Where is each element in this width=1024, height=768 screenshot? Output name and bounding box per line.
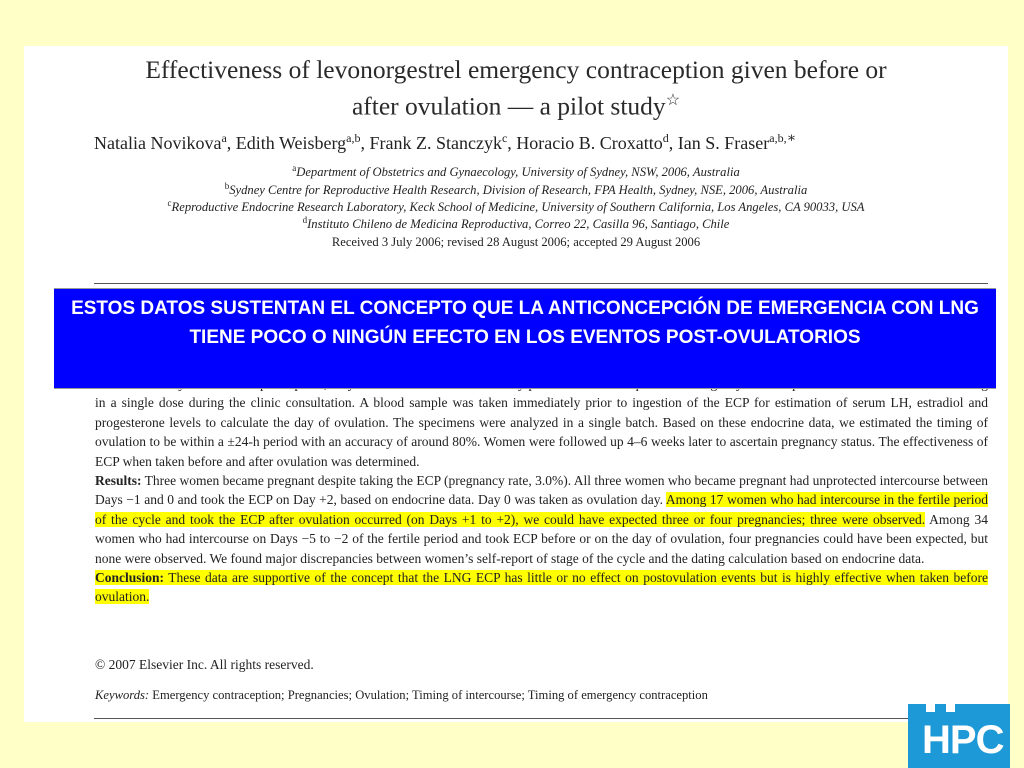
abstract bbox=[95, 374, 988, 607]
results-rest: Among 34 women who had intercourse on Days −5 to −2 of the fertile period and took ECP before or on the day of ovulation, four pregnancies could have been expected, but none were observed. We found major discrepancies between women’s self-report of stage of the cycle and the dating calculation based on endocrine data. bbox=[95, 511, 988, 566]
conclusion-text: These data are supportive of the concept that the LNG ECP has little or no effect on postovulation events but is highly effective when taken before ovulation. bbox=[95, 570, 988, 605]
affiliation-mark: b bbox=[224, 181, 230, 191]
author-separator: , bbox=[360, 133, 370, 153]
results-label: Results: bbox=[95, 473, 142, 489]
copyright-notice: © 2007 Elsevier Inc. All rights reserved. bbox=[95, 657, 314, 672]
footer-divider bbox=[94, 718, 988, 719]
article-title-line-2-text: after ovulation — a pilot study bbox=[351, 91, 666, 121]
author-name: Frank Z. Stanczyk bbox=[369, 133, 502, 153]
author bbox=[516, 133, 677, 153]
conclusion-label: Conclusion: bbox=[95, 570, 165, 586]
results-text: Three women became pregnant despite taking the ECP (pregnancy rate, 3.0%). All three women who became pregnant had unprotected intercourse between Days −1 and 0 and took the ECP on Day +2, based on endocrine data. Day 0 was taken as ovulation day. bbox=[95, 473, 988, 508]
abstract-results bbox=[95, 471, 988, 568]
logo-bar bbox=[946, 704, 955, 712]
article-title-line-1: Effectiveness of levonorgestrel emergency contraception given before or bbox=[145, 55, 887, 84]
header-divider bbox=[94, 283, 988, 284]
author-affiliation-mark: d bbox=[662, 131, 669, 145]
author-affiliation-mark: c bbox=[501, 131, 508, 145]
corresponding-author-icon: ∗ bbox=[786, 131, 797, 146]
affiliation bbox=[24, 163, 1008, 180]
author-name: Natalia Novikova bbox=[94, 133, 222, 153]
logo-bar bbox=[926, 704, 935, 712]
affiliation-mark: a bbox=[292, 163, 297, 173]
affiliation-text: Reproductive Endocrine Research Laboratory, Keck School of Medicine, University of Southern California, Los Angeles, CA 90033, USA bbox=[171, 200, 865, 215]
author-separator: , bbox=[226, 133, 236, 153]
affiliation-text: Sydney Centre for Reproductive Health Research, Division of Research, FPA Health, Sydney, NSE, 2006, Australia bbox=[229, 183, 808, 198]
article-title bbox=[24, 54, 1008, 122]
author-separator: , bbox=[668, 133, 678, 153]
keywords-text: Emergency contraception; Pregnancies; Ovulation; Timing of intercourse; Timing of emergency contraception bbox=[149, 688, 708, 702]
author-affiliation-mark: a,b, bbox=[769, 131, 787, 145]
author-affiliation-mark: a,b bbox=[346, 131, 361, 145]
article-title-line-2 bbox=[24, 85, 1008, 122]
affiliation bbox=[24, 215, 1008, 232]
abstract-conclusion bbox=[95, 568, 988, 607]
received-dates: Received 3 July 2006; revised 28 August 2006; accepted 29 August 2006 bbox=[331, 235, 701, 249]
author-separator: , bbox=[507, 133, 517, 153]
logo-text: HPC bbox=[922, 718, 1004, 762]
keywords bbox=[95, 688, 708, 703]
affiliation-text: Instituto Chileno de Medicina Reproductiva, Correo 22, Casilla 96, Santiago, Chile bbox=[307, 217, 730, 232]
method-text: in a single dose during the clinic consultation. A blood sample was taken immediately prior to ingestion of the ECP for estimation of serum LH, estradiol and progesterone levels to calculate the day of ovulation. The specimens were analyzed in a single batch. Based on these endocrine data, we estimated the timing of ovulation to be within a ±24-h period with an accuracy of around 80%. Women were followed up 4–6 weeks later to ascertain pregnancy status. The effectiveness of ECP when taken before and after ovulation was determined. bbox=[95, 395, 988, 469]
affiliation-mark: d bbox=[302, 215, 308, 225]
results-highlight: Among 17 women who had intercourse in the fertile period of the cycle and took the ECP after ovulation occurred (on Days +1 to +2), we could have expected three or four pregnancies; three were observed. bbox=[95, 492, 988, 527]
author-name: Ian S. Fraser bbox=[677, 133, 770, 153]
author-name: Horacio B. Croxatto bbox=[516, 133, 663, 153]
author-affiliation-mark: a bbox=[221, 131, 227, 145]
affiliation bbox=[24, 181, 1008, 198]
author bbox=[236, 133, 370, 153]
summary-banner: ESTOS DATOS SUSTENTAN EL CONCEPTO QUE LA ANTICONCEPCIÓN DE EMERGENCIA CON LNG TIENE POCO O NINGÚN EFECTO EN LOS EVENTOS POST-OVULATORIOS bbox=[54, 288, 996, 389]
hpc-logo bbox=[908, 704, 1010, 768]
affiliation bbox=[24, 198, 1008, 215]
author-list bbox=[94, 130, 796, 154]
affiliation-text: Department of Obstetrics and Gynaecology, University of Sydney, NSW, 2006, Australia bbox=[296, 165, 740, 180]
author bbox=[370, 133, 517, 153]
author bbox=[678, 133, 796, 153]
author-name: Edith Weisberg bbox=[235, 133, 347, 153]
title-star-icon: ☆ bbox=[665, 92, 681, 109]
keywords-label: Keywords: bbox=[95, 688, 150, 702]
author bbox=[94, 133, 236, 153]
affiliation-mark: c bbox=[167, 198, 172, 208]
